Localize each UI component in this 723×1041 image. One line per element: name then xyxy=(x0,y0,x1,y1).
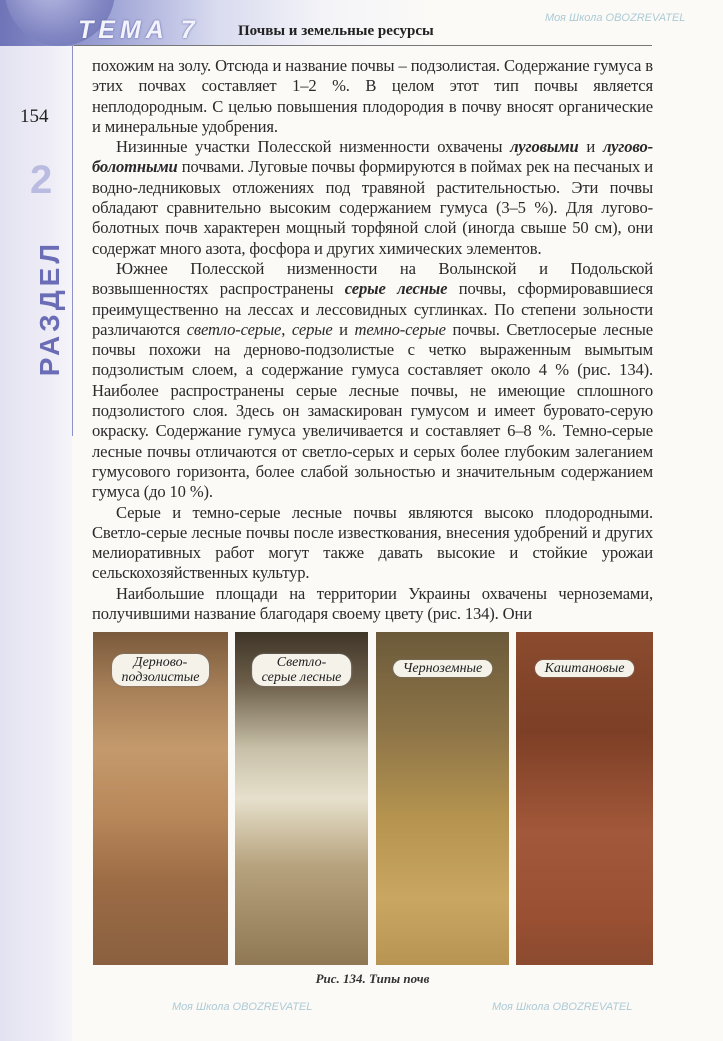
paragraph xyxy=(92,259,653,503)
section-label: РАЗДЕЛ xyxy=(34,240,65,377)
header-divider xyxy=(74,45,652,46)
paragraph xyxy=(92,503,653,584)
content-column xyxy=(92,56,653,1031)
paragraph xyxy=(92,584,653,625)
paragraph xyxy=(92,56,653,137)
figure-caption: Рис. 134. Типы почв xyxy=(315,971,430,987)
emphasized-term: серые xyxy=(291,319,333,339)
soil-label: Каштановые xyxy=(535,660,635,677)
watermark: Моя Школа OBOZREVATEL xyxy=(172,1001,313,1014)
emphasized-term: лугово-болотными xyxy=(92,137,653,177)
emphasized-term: серые лесные xyxy=(344,279,448,299)
body-text xyxy=(92,56,653,624)
text-run: почвы. Светлосерые лесные почвы похожи на дерново-подзолистые с четко выраженным вымытым подзолистым слоем, а содержание гумуса составляет около 4 % (рис. 134). Наиболее распространены серые лесные почвы, не имеющие сплошного подзолистого слоя. Здесь он замаскирован гумусом и имеет буровато-серую окраску. Содержание гумуса увеличивается и составляет 6–8 %. Темно-серые лесные почвы отличаются от светло-серых и серых более глубоким залеганием гумусового горизонта, более слабой зольностью и значительным содержанием гумуса (до 10 %). xyxy=(92,319,653,502)
watermark: Моя Школа OBOZREVATEL xyxy=(545,12,686,24)
chapter-title: Почвы и земельные ресурсы xyxy=(238,23,434,39)
page-number: 154 xyxy=(20,106,49,127)
text-run: почвами. Луговые почвы формируются в поймах рек на песчаных и водно-ледниковых отложениях под травяной растительностью. Эти почвы обладают сравнительно высоким содержанием гумуса (3–5 %). Для лугово-болотных почв характерен мощный торфяной слой (иногда свыше 50 см), они содержат много азота, фосфора и других химических элементов. xyxy=(92,157,653,258)
soil-panel-chernozem xyxy=(376,632,509,965)
sidebar-divider xyxy=(72,46,73,436)
soil-panel-sod-podzolic xyxy=(93,632,228,965)
theme-label: ТЕМА 7 xyxy=(78,16,200,44)
text-run: Южнее Полесской низменности на Волынской и Подольской возвышенностях распространены xyxy=(92,258,653,299)
text-run: и xyxy=(578,137,603,157)
emphasized-term: луговыми xyxy=(510,137,579,157)
soil-label: Дерново- подзолистые xyxy=(112,654,210,686)
soil-panel-light-gray-forest xyxy=(235,632,368,965)
text-run: , xyxy=(281,319,292,339)
text-run: Наибольшие площади на территории Украины охвачены черноземами, получившими название благодаря своему цвету (рис. 134). Они xyxy=(92,583,653,624)
watermark: Моя Школа OBOZREVATEL xyxy=(492,1001,633,1014)
paragraph xyxy=(92,137,653,259)
soil-types-figure xyxy=(93,632,653,965)
text-run: и xyxy=(332,319,355,339)
text-run: Низинные участки Полесской низменности охвачены xyxy=(116,137,511,157)
soil-label: Черноземные xyxy=(393,660,493,677)
text-run: почвы, сформировавшиеся преимущественно на лессах и лессовидных суглинках. По степени зольности различаются xyxy=(92,279,654,339)
soil-panel-chestnut xyxy=(516,632,653,965)
emphasized-term: светло-серые xyxy=(186,319,282,339)
text-run: похожим на золу. Отсюда и название почвы – подзолистая. Содержание гумуса в этих почвах составляет 1–2 %. В целом этот тип почвы является неплодородным. С целью повышения плодородия в почву вносят органические и минеральные удобрения. xyxy=(92,56,653,136)
watermark-row xyxy=(92,1001,653,1031)
soil-label: Светло- серые лесные xyxy=(252,654,352,686)
text-run: Серые и темно-серые лесные почвы являются высоко плодородными. Светло-серые лесные почвы после известкования, внесения удобрений и других мелиоративных работ могут также давать высокие и стойкие урожаи сельскохозяйственных культур. xyxy=(92,502,653,583)
emphasized-term: темно-серые xyxy=(354,319,446,339)
section-number: 2 xyxy=(30,158,53,202)
